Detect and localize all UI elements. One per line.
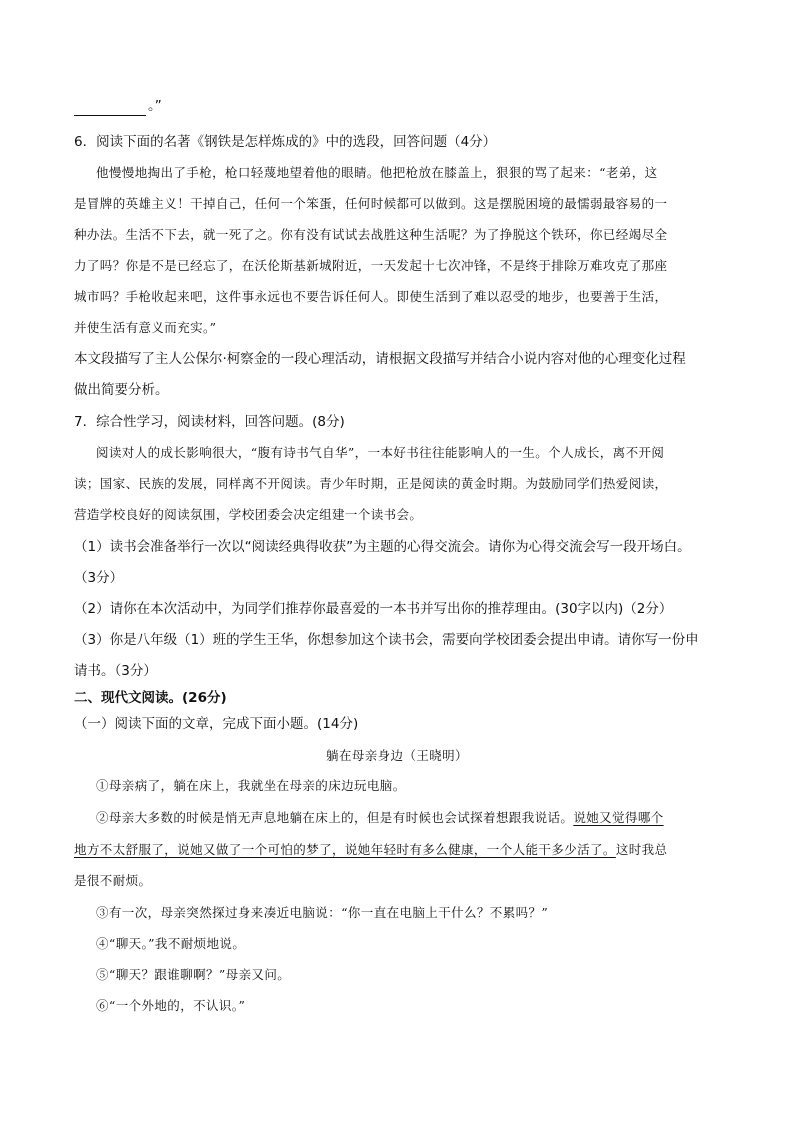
article-paragraph <box>96 808 664 828</box>
q6-passage-line: 并使生活有意义而充实。” <box>74 320 217 335</box>
q7-passage-line: 营造学校良好的阅读氛围，学校团委会决定组建一个读书会。 <box>74 507 423 522</box>
q6-passage-line: 种办法。生活不下去，就一死了之。你有没有试试去战胜这种生活呢？为了挣脱这个铁环，你已经竭尽全 <box>74 227 668 242</box>
fragment-tail: 。” <box>148 98 162 114</box>
q6-prompt-line: 本文段描写了主人公保尔·柯察金的一段心理活动，请根据文段描写并结合小说内容对他的心理变化过程 <box>74 351 686 367</box>
article-paragraph-cont: 是很不耐烦。 <box>74 873 152 888</box>
answer-line-fragment <box>74 96 162 116</box>
answer-blank[interactable] <box>74 101 146 116</box>
q7-passage-line: 读；国家、民族的发展，同样离不开阅读。青少年时期，正是阅读的黄金时期。为鼓励同学们热爱阅读， <box>74 476 668 491</box>
q7-sub1-score: （3分） <box>74 570 124 586</box>
p2-text: ②母亲大多数的时候是悄无声息地躺在床上的，但是有时候也会试探着想跟我说话。 <box>96 810 574 825</box>
q7-passage-line: 阅读对人的成长影响很大，“腹有诗书气自华”，一本好书往往能影响人的一生。个人成长，离不开阅 <box>96 445 665 460</box>
q7-heading: 7．综合性学习，阅读材料，回答问题。(8分) <box>74 414 345 430</box>
article-paragraph: ④“聊天。”我不耐烦地说。 <box>96 936 246 951</box>
q6-passage-line: 他慢慢地掏出了手枪，枪口轻蔑地望着他的眼睛。他把枪放在膝盖上，狠狠的骂了起来：“老弟，这 <box>96 165 658 180</box>
p2-text: 这时我总 <box>615 842 668 857</box>
q7-sub3-line: （3）你是八年级（1）班的学生王华，你想参加这个读书会，需要向学校团委会提出申请。请你写一份申 <box>74 632 699 648</box>
section2-heading: 二、现代文阅读。(26分) <box>74 690 227 706</box>
q7-sub3-line: 请书。（3分） <box>74 663 157 679</box>
q6-passage-line: 力了吗？你是不是已经忘了，在沃伦斯基新城附近，一天发起十七次冲锋，不是终于排除万难攻克了那座 <box>74 258 668 273</box>
article-paragraph: ⑥“一个外地的，不认识。” <box>96 998 246 1013</box>
section2-sub-heading: （一）阅读下面的文章，完成下面小题。(14分) <box>74 716 359 732</box>
article-paragraph: ①母亲病了，躺在床上，我就坐在母亲的床边玩电脑。 <box>96 778 406 793</box>
article-paragraph: ⑤“聊天？跟谁聊啊？”母亲又问。 <box>96 967 291 982</box>
article-paragraph: ③有一次，母亲突然探过身来凑近电脑说：“你一直在电脑上干什么？不累吗？” <box>96 905 549 920</box>
q6-passage-line: 城市吗？手枪收起来吧，这件事永远也不要告诉任何人。即使生活到了难以忍受的地步，也要善于生活， <box>74 289 668 304</box>
p2-underlined-text: 地方不太舒服了，说她又做了一个可怕的梦了，说她年轻时有多么健康，一个人能干多少活了。 <box>74 842 616 857</box>
q6-prompt-line: 做出简要分析。 <box>74 382 169 398</box>
q7-sub2: （2）请你在本次活动中，为同学们推荐你最喜爱的一本书并写出你的推荐理由。(30字以内)（2分） <box>74 601 673 617</box>
q7-sub1-line: （1）读书会准备举行一次以“阅读经典得收获”为主题的心得交流会。请你为心得交流会写一段开场白。 <box>74 539 691 555</box>
p2-underlined-text: 说她又觉得哪个 <box>573 810 664 825</box>
q6-passage-line: 是冒牌的英雄主义！干掉自己，任何一个笨蛋，任何时候都可以做到。这是摆脱困境的最懦弱最容易的一 <box>74 196 668 211</box>
q6-heading: 6．阅读下面的名著《钢铁是怎样炼成的》中的选段，回答问题（4分） <box>74 134 497 150</box>
article-paragraph-cont <box>74 840 667 860</box>
article-title: 躺在母亲身边（王晓明） <box>326 748 468 763</box>
